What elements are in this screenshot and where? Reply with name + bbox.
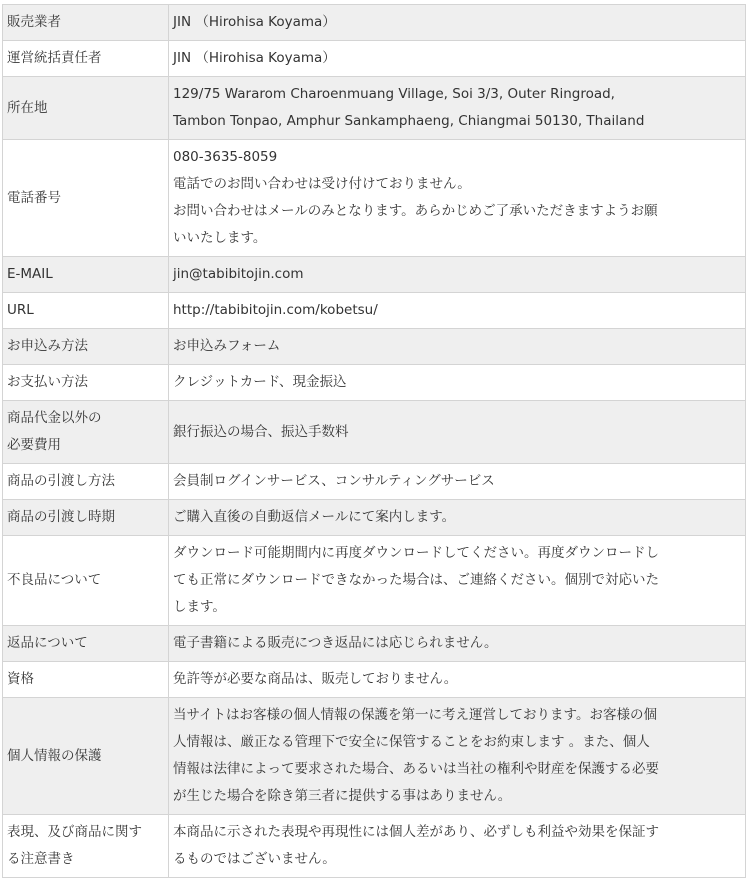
value-line: ても正常にダウンロードできなかった場合は、ご連絡ください。個別で対応いた bbox=[173, 572, 659, 588]
value-line: 情報は法律によって要求された場合、あるいは当社の権利や財産を保護する必要 bbox=[173, 761, 659, 777]
table-row bbox=[3, 77, 746, 140]
label-text: 運営統括責任者 bbox=[7, 50, 102, 66]
label-text: E-MAIL bbox=[7, 266, 53, 282]
table-row bbox=[3, 464, 746, 500]
value-line: ご購入直後の自動返信メールにて案内します。 bbox=[173, 509, 456, 525]
value-line: JIN （Hirohisa Koyama） bbox=[173, 14, 336, 30]
row-value-payment bbox=[169, 365, 746, 401]
row-value-delivery-time bbox=[169, 500, 746, 536]
table-row bbox=[3, 500, 746, 536]
table-row bbox=[3, 662, 746, 698]
value-line: 当サイトはお客様の個人情報の保護を第一に考え運営しております。お客様の個 bbox=[173, 707, 657, 723]
row-value-extra-costs bbox=[169, 401, 746, 464]
table-row bbox=[3, 293, 746, 329]
value-line: クレジットカード、現金振込 bbox=[173, 374, 347, 390]
application-form-link[interactable]: お申込みフォーム bbox=[173, 338, 281, 354]
value-line: るものではございません。 bbox=[173, 851, 336, 867]
row-label-delivery-method bbox=[3, 464, 169, 500]
label-text: 商品代金以外の bbox=[7, 410, 102, 426]
row-value-returns bbox=[169, 626, 746, 662]
table-row bbox=[3, 698, 746, 815]
row-label-manager bbox=[3, 41, 169, 77]
row-label-phone bbox=[3, 140, 169, 257]
table-row bbox=[3, 140, 746, 257]
row-value-phone bbox=[169, 140, 746, 257]
label-text: お支払い方法 bbox=[7, 374, 88, 390]
table-row bbox=[3, 401, 746, 464]
label-text: 所在地 bbox=[7, 99, 48, 116]
table-row bbox=[3, 5, 746, 41]
row-label-defects bbox=[3, 536, 169, 626]
email-link[interactable]: jin@tabibitojin.com bbox=[173, 266, 304, 282]
value-line: 電話でのお問い合わせは受け付けておりません。 bbox=[173, 176, 471, 192]
row-label-disclaimer bbox=[3, 815, 169, 878]
value-line: が生じた場合を除き第三者に提供する事はありません。 bbox=[173, 788, 512, 804]
legal-info-table bbox=[2, 4, 746, 878]
row-label-qualifications bbox=[3, 662, 169, 698]
row-label-seller bbox=[3, 5, 169, 41]
label-text: 個人情報の保護 bbox=[7, 747, 102, 764]
value-line: Tambon Tonpao, Amphur Sankamphaeng, Chiangmai 50130, Thailand bbox=[173, 113, 645, 129]
table-row bbox=[3, 329, 746, 365]
value-line: いいたします。 bbox=[173, 230, 267, 246]
label-text: 商品の引渡し時期 bbox=[7, 509, 115, 525]
label-text: 表現、及び商品に関す bbox=[7, 824, 142, 840]
row-value-seller bbox=[169, 5, 746, 41]
value-line: 電子書籍による販売につき返品には応じられません。 bbox=[173, 635, 498, 651]
row-value-qualifications bbox=[169, 662, 746, 698]
row-label-payment bbox=[3, 365, 169, 401]
label-text: 電話番号 bbox=[7, 189, 61, 206]
value-line: します。 bbox=[173, 599, 226, 615]
row-label-application bbox=[3, 329, 169, 365]
label-text: 不良品について bbox=[7, 572, 102, 588]
row-value-manager bbox=[169, 41, 746, 77]
label-text: る注意書き bbox=[7, 851, 75, 867]
table-row bbox=[3, 536, 746, 626]
row-label-privacy bbox=[3, 698, 169, 815]
table-row bbox=[3, 257, 746, 293]
value-line: 会員制ログインサービス、コンサルティングサービス bbox=[173, 473, 495, 489]
table-row bbox=[3, 41, 746, 77]
value-line: 銀行振込の場合、振込手数料 bbox=[173, 423, 349, 440]
label-text: 必要費用 bbox=[7, 437, 61, 453]
value-line: 本商品に示された表現や再現性には個人差があり、必ずしも利益や効果を保証す bbox=[173, 824, 659, 840]
row-label-address bbox=[3, 77, 169, 140]
row-value-url bbox=[169, 293, 746, 329]
row-value-defects bbox=[169, 536, 746, 626]
value-line: 免許等が必要な商品は、販売しておりません。 bbox=[173, 671, 458, 687]
value-line: ダウンロード可能期間内に再度ダウンロードしてください。再度ダウンロードし bbox=[173, 545, 659, 561]
url-link[interactable]: http://tabibitojin.com/kobetsu/ bbox=[173, 302, 378, 318]
label-text: 返品について bbox=[7, 635, 88, 651]
phone-number: 080-3635-8059 bbox=[173, 149, 278, 165]
table-row bbox=[3, 365, 746, 401]
label-text: 資格 bbox=[7, 671, 34, 687]
row-value-email bbox=[169, 257, 746, 293]
table-row bbox=[3, 815, 746, 878]
row-label-url bbox=[3, 293, 169, 329]
label-text: お申込み方法 bbox=[7, 338, 88, 354]
value-line: お問い合わせはメールのみとなります。あらかじめご了承いただきますようお願 bbox=[173, 203, 658, 219]
value-line: 人情報は、厳正なる管理下で安全に保管することをお約束します 。また、個人 bbox=[173, 734, 650, 750]
row-value-privacy bbox=[169, 698, 746, 815]
row-value-disclaimer bbox=[169, 815, 746, 878]
value-line: JIN （Hirohisa Koyama） bbox=[173, 50, 336, 66]
table-row bbox=[3, 626, 746, 662]
label-text: 販売業者 bbox=[7, 14, 61, 30]
row-label-extra-costs bbox=[3, 401, 169, 464]
row-value-application bbox=[169, 329, 746, 365]
row-label-returns bbox=[3, 626, 169, 662]
label-text: URL bbox=[7, 302, 34, 318]
row-label-delivery-time bbox=[3, 500, 169, 536]
row-value-address bbox=[169, 77, 746, 140]
row-value-delivery-method bbox=[169, 464, 746, 500]
value-line: 129/75 Wararom Charoenmuang Village, Soi 3/3, Outer Ringroad, bbox=[173, 86, 615, 102]
label-text: 商品の引渡し方法 bbox=[7, 473, 115, 489]
row-label-email bbox=[3, 257, 169, 293]
